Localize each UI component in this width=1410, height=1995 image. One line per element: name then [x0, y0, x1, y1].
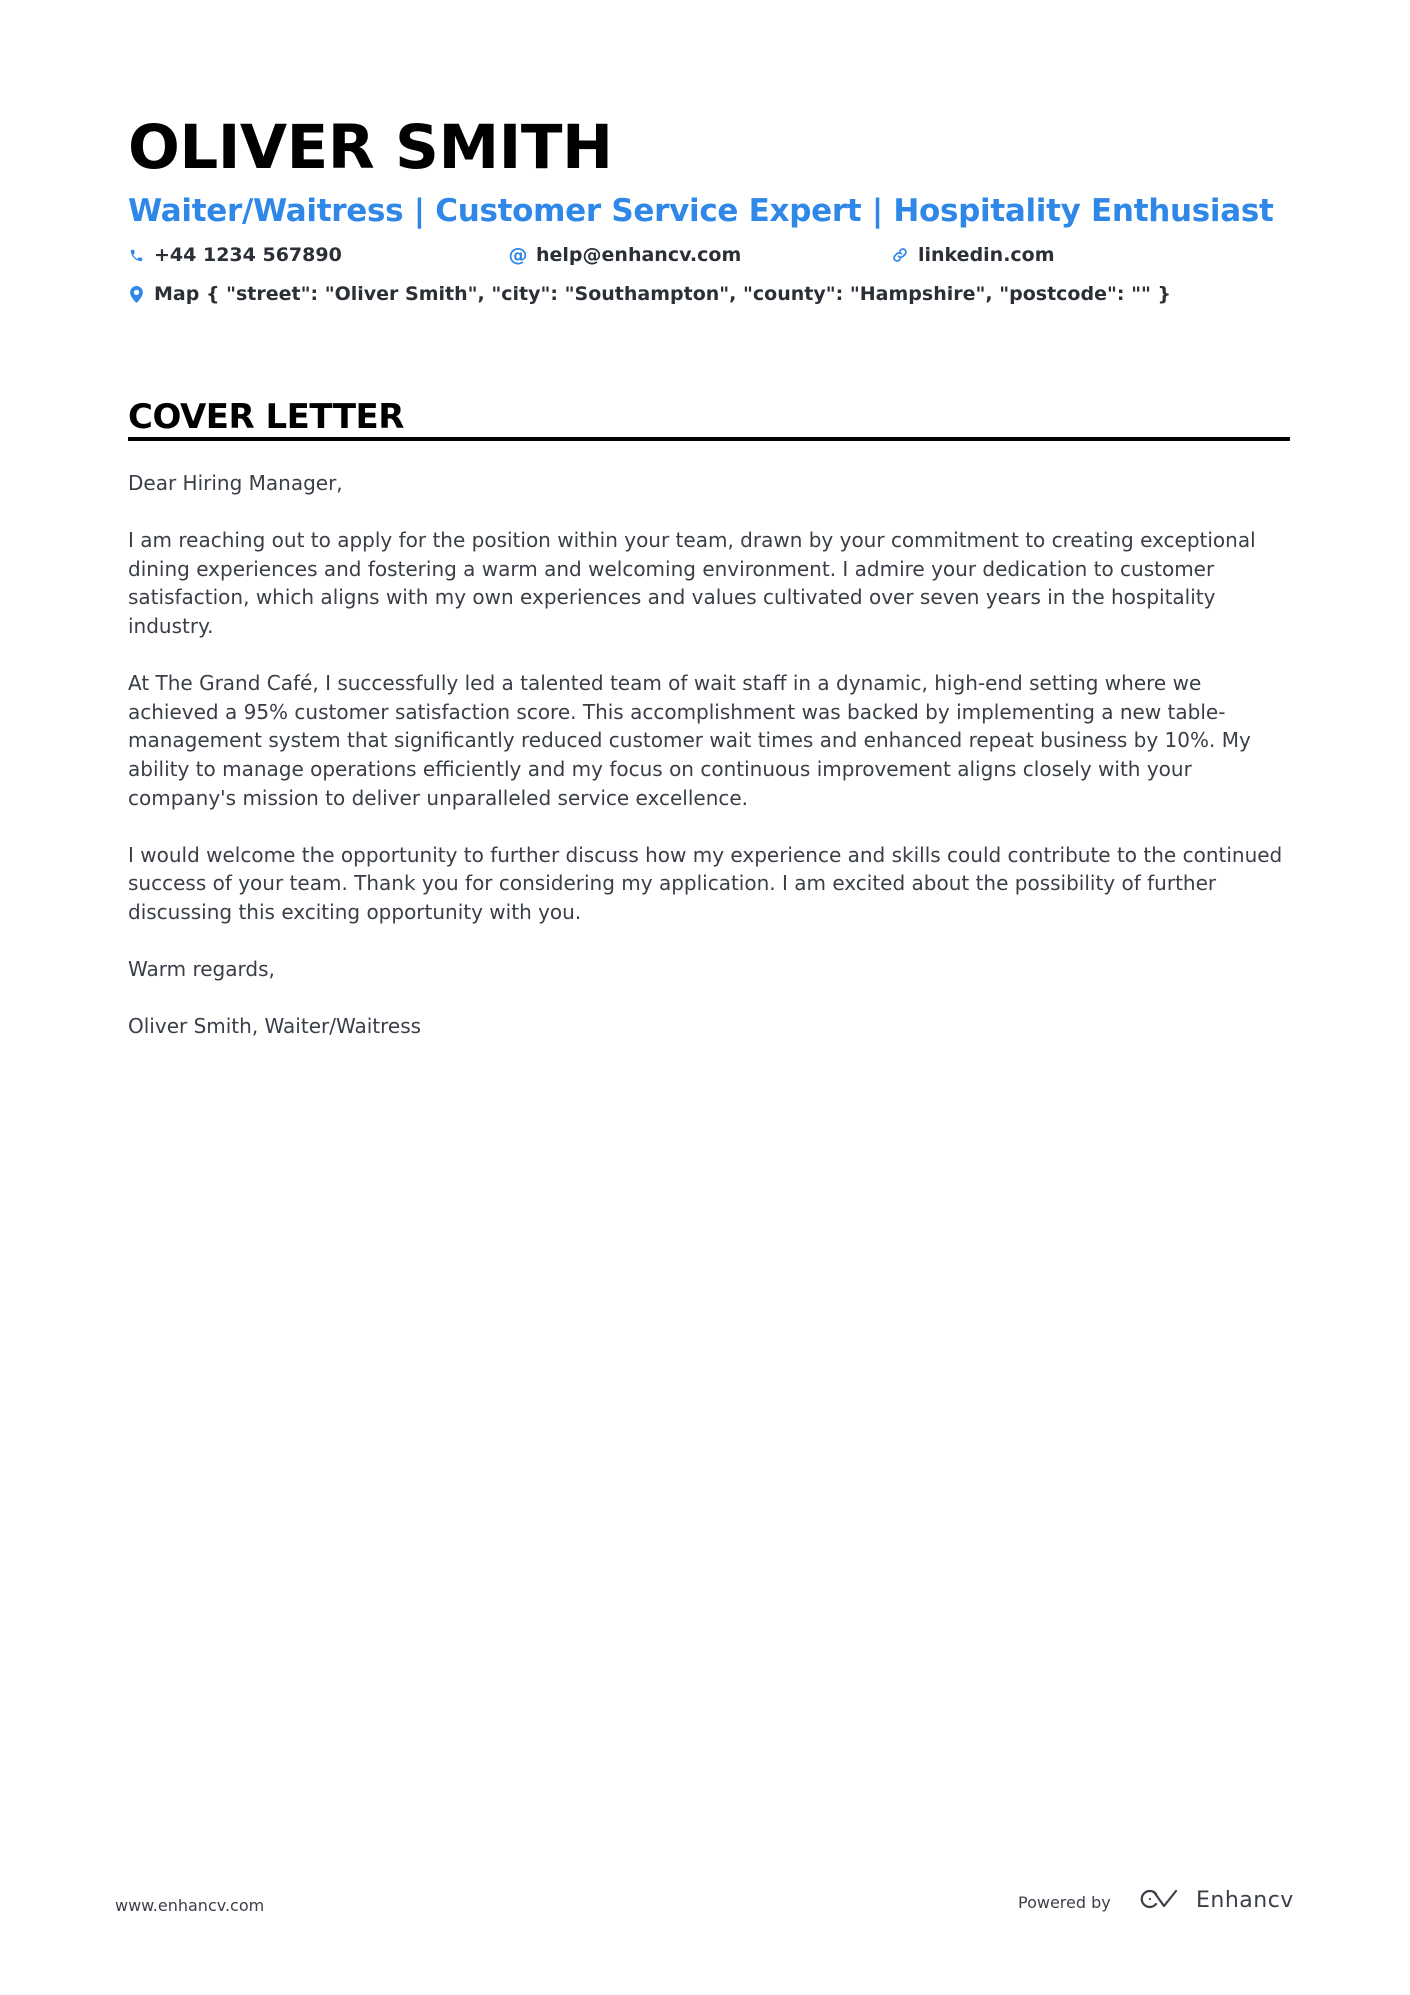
letter-body [128, 469, 1292, 1069]
contact-phone[interactable] [128, 241, 342, 269]
phone-icon [128, 247, 144, 263]
enhancv-logo-icon [1138, 1887, 1184, 1916]
section-title: COVER LETTER [128, 397, 404, 437]
letter-signature: Oliver Smith, Waiter/Waitress [128, 1014, 422, 1039]
contact-location [128, 280, 1171, 308]
letter-paragraph: I would welcome the opportunity to further discuss how my experience and skills could contribute to the continued success of your team. Thank you for considering my application. I am excited about the possibility of further discussing this exciting opportunity with you. [128, 842, 1283, 924]
contact-linkedin-text: linkedin.com [918, 244, 1055, 266]
candidate-headline: Waiter/Waitress | Customer Service Expert | Hospitality Enthusiast [128, 193, 1274, 229]
candidate-name: OLIVER SMITH [128, 112, 613, 183]
contact-location-text: Map { "street": "Oliver Smith", "city": "Southampton", "county": "Hampshire", "postcode": "" } [154, 283, 1172, 305]
section-divider [128, 437, 1290, 441]
contact-email[interactable] [510, 241, 741, 269]
footer-brand[interactable] [1138, 1886, 1294, 1916]
link-icon [892, 247, 908, 263]
letter-paragraph: At The Grand Café, I successfully led a talented team of wait staff in a dynamic, high-end setting where we achieved a 95% customer satisfaction score. This accomplishment was backed by implementing a new table-management system that significantly reduced customer wait times and enhanced repeat business by 10%. My ability to manage operations efficiently and my focus on continuous improvement aligns closely with your company's mission to deliver unparalleled service excellence. [128, 671, 1251, 810]
letter-paragraph: I am reaching out to apply for the position within your team, drawn by your commitment to creating exceptional dining experiences and fostering a warm and welcoming environment. I admire your dedication to customer satisfaction, which aligns with my own experiences and values cultivated over seven years in the hospitality industry. [128, 528, 1256, 638]
letter-greeting: Dear Hiring Manager, [128, 471, 343, 495]
footer-url[interactable]: www.enhancv.com [115, 1896, 265, 1915]
footer-powered-by: Powered by [1018, 1893, 1111, 1912]
brand-name: Enhancv [1196, 1888, 1294, 1913]
at-icon: @ [508, 244, 528, 266]
contact-phone-text: +44 1234 567890 [154, 244, 342, 266]
location-pin-icon [128, 286, 144, 302]
contact-email-text: help@enhancv.com [536, 244, 742, 266]
letter-closing: Warm regards, [128, 957, 275, 982]
contact-linkedin[interactable] [892, 241, 1055, 269]
